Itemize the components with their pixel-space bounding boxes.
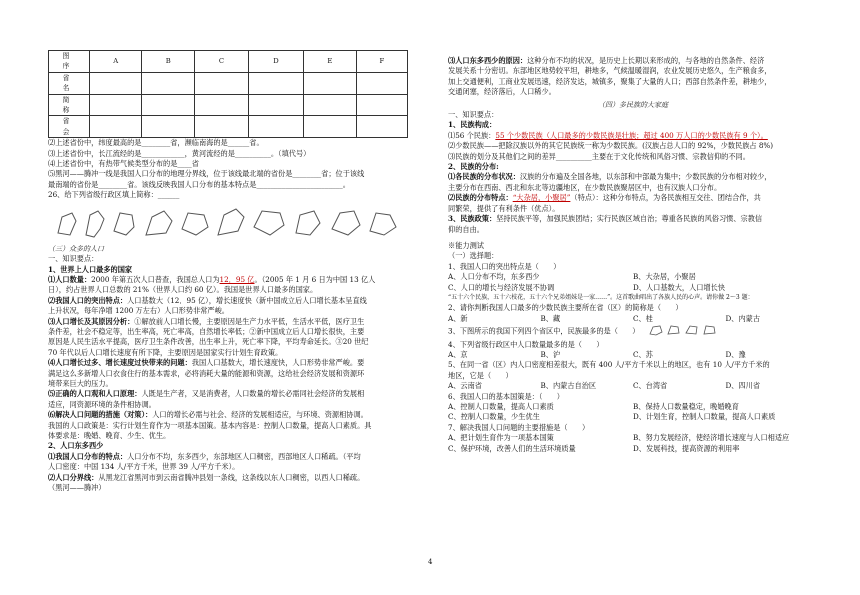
table-cell[interactable]	[304, 72, 357, 94]
point-text: ⑵少数民族——把除汉族以外的其它民族统一称为少数民族。(汉族占总人口的 92%，少数民族占 8%)	[448, 141, 774, 151]
question-2: 2、请你判断我国人口最多的少数民族主要所在省（区）的简称是（ ）	[448, 303, 683, 313]
province-table	[48, 50, 408, 138]
point-text: 我国的人口政策是：实行计划生育作为一项基本国策。基本内容是：控制人口数量，提高人口素质。具	[48, 420, 372, 430]
table-cell[interactable]	[248, 116, 303, 138]
option[interactable]: B、大杂居，小聚居	[633, 272, 696, 282]
knowledge-heading: 一、知识要点：	[48, 254, 99, 264]
point-text: 适应，同资源环境的条件相协调。	[48, 399, 156, 409]
point-label: ⑵我国人口的突出特点：	[48, 295, 128, 305]
point-text: （特点）：这种分布特点，为各民族相互交往、团结合作，共	[570, 193, 761, 203]
table-cell[interactable]	[90, 94, 142, 116]
option[interactable]: D、计划生育，控制人口数量，提高人口素质	[633, 412, 776, 422]
point-text: 这种分布不均的状况，是历史上长期以来形成的，与各地的自然条件、经济	[527, 56, 765, 65]
options-row	[448, 444, 818, 454]
point-text: 主要分布在西南、西北和东北等边疆地区，在少数民族聚居区中，也有汉族人口分布。	[448, 182, 722, 192]
point-text: 坚持民族平等，加强民族团结；实行民族区域自治；尊重各民族的风俗习惯、宗教信	[496, 214, 763, 224]
left-column	[48, 50, 413, 493]
table-cell[interactable]	[248, 94, 303, 116]
point-text: 条件差，社会不稳定等，出生率高，死亡率高，自然增长率低；②新中国成立后人口增长很快，主要	[48, 326, 365, 336]
point-text: 上升状况，每年净增 1200 万左右）人口形势非常严峻。	[48, 306, 229, 316]
point-label: ⑶人口增长及其原因分析：	[48, 316, 135, 326]
table-cell[interactable]	[356, 72, 407, 94]
option[interactable]: A、人口分布不均，东多西少	[448, 272, 540, 282]
table-row	[49, 94, 408, 116]
table-cell[interactable]	[356, 116, 407, 138]
point-label: 3、民族政策：	[448, 214, 497, 224]
province-outlines-image	[48, 205, 408, 241]
point-text: 70 年代以后人口增长速度有所下降，主要原因是国家实行计划生育政策。	[48, 347, 283, 357]
knowledge-heading: 一、知识要点：	[448, 110, 499, 120]
highlight-text: 55 个少数民族（人口最多的少数民族是壮族；超过 400 万人口的少数民族有 9 个）。	[495, 130, 768, 140]
option[interactable]: D、四川省	[725, 381, 761, 391]
options-row	[448, 314, 818, 324]
options-row	[448, 433, 818, 443]
question-line: ⑶上述省份中，长江流经的是____________，黄河流经的是__________。（填代号）	[48, 148, 311, 158]
table-cell[interactable]	[142, 72, 195, 94]
point-text: 日），约占世界人口总数的 21%（世界人口约 60 亿）。我国是世界人口最多的国家。	[48, 285, 318, 295]
option[interactable]: C、保护环境，改善人们的生活环境质量	[448, 443, 576, 453]
right-column	[448, 56, 818, 454]
options-row	[448, 402, 818, 412]
question-5: 5、在同一省（区）内人口密度相差很大，既有 400 人/平方千米以上的地区，也有 10 人/平方千米的	[448, 360, 770, 370]
options-row	[448, 381, 818, 391]
poem-note: “五十六个民族，五十六枝花，五十六个兄弟姐妹是一家……”。这首歌曲唱出了各族人民的心声。请你做 2～3 题：	[448, 293, 754, 301]
question-line: ⑵上述省份中，纬度最高的是________省，濒临南海的是______省。	[48, 138, 264, 148]
point-text: 原因是人民生活水平提高，医疗卫生条件改善，出生率上升，死亡率下降，平均寿命延长。③20 世纪	[48, 337, 369, 347]
point-text: 我国人口基数大，增长速度快，人口形势非常严峻。要	[191, 358, 365, 368]
table-header-cell: A	[90, 51, 142, 73]
option[interactable]: C、人口的增长与经济发展不协调	[448, 282, 555, 292]
point-label: ⑶人口东多西少的原因：	[448, 56, 528, 65]
table-header-cell: E	[304, 51, 357, 73]
question-line: ⑸黑河——腾冲一线是我国人口分布的地理分界线，位于该线最北端的省份是________省；位于该线	[48, 169, 365, 179]
point-label: ⑹解决人口问题的措施（对策）：	[48, 410, 153, 420]
subheading: 2、民族的分布:	[448, 162, 499, 172]
section-title: （三）众多的人口	[48, 244, 104, 253]
table-cell[interactable]	[142, 116, 195, 138]
choice-title: （一）选择题：	[448, 251, 499, 261]
ability-title: ※能力测试	[448, 240, 484, 250]
table-row-label: 省 名	[49, 72, 90, 94]
point-text: 加上交通便利，工商业发展迅速，经济发达，城镇多，聚集了大量的人口；西部自然条件差，耕地少，	[448, 76, 772, 86]
table-cell[interactable]	[90, 116, 142, 138]
option[interactable]: B、藏	[540, 313, 561, 323]
option[interactable]: B、沪	[540, 349, 561, 359]
options-row	[448, 283, 818, 293]
table-header-row	[49, 51, 408, 73]
table-row-label: 省 会	[49, 116, 90, 138]
options-row	[448, 272, 818, 282]
table-row	[49, 72, 408, 94]
table-cell[interactable]	[142, 94, 195, 116]
point-text: 人口分布不均，东多西少，东部地区人口稠密，西部地区人口稀疏。（平均	[127, 451, 361, 461]
option[interactable]: D、内蒙古	[725, 313, 761, 323]
question-line: ⑷上述省份中，有热带气候类型分布的是____省	[48, 159, 199, 169]
point-text: 人口密度：中国 134 人/平方千米，世界 39 人/平方千米）。	[48, 462, 240, 472]
table-cell[interactable]	[248, 72, 303, 94]
highlight-text: “大杂居，小聚居”	[512, 193, 571, 203]
question-5-cont: 地区，它是（ ）	[448, 370, 513, 380]
option[interactable]: A、京	[448, 349, 468, 359]
option[interactable]: C、苏	[633, 349, 653, 359]
subheading: 1、民族构成：	[448, 120, 497, 130]
table-cell[interactable]	[356, 94, 407, 116]
point-text: 满足这么多新增人口衣食住行的基本需求，必将消耗大量的能源和资源，这给社会经济发展和资源环	[48, 368, 365, 378]
section-title: （四）多民族的大家庭	[598, 100, 668, 109]
question-line: 26、给下列省级行政区填上简称：______	[48, 190, 180, 200]
page-number: 4	[428, 558, 433, 566]
table-header-cell: F	[356, 51, 407, 73]
table-header-cell: B	[142, 51, 195, 73]
option[interactable]: B、保持人口数量稳定，晚婚晚育	[633, 402, 739, 411]
point-text: ①解放前人口增长慢，主要原因是生产力水平低，生活水平低，医疗卫生	[134, 316, 365, 326]
question-6: 6、我国人口的基本国策是：（ ）	[448, 391, 564, 401]
table-header-cell: D	[248, 51, 303, 73]
table-header-cell: 图 序	[49, 51, 90, 73]
point-label: ⑵人口分界线：	[48, 472, 99, 482]
point-text: 同繁荣，提供了有利条件（优点）。	[448, 203, 560, 213]
option[interactable]: B、内蒙古自治区	[540, 381, 597, 391]
option[interactable]: A、新	[448, 313, 468, 323]
option[interactable]: C、控制人口数量，少生优生	[448, 412, 540, 422]
question-4: 4、下列省级行政区中人口数量最多的是（ ）	[448, 339, 604, 349]
point-text: 境带来巨大的压力。	[48, 378, 113, 388]
table-cell[interactable]	[195, 94, 249, 116]
point-text: 人口基数大（12．95 亿），增长速度快（新中国成立后人口增长基本呈直线	[127, 295, 367, 305]
option[interactable]: D、人口基数大，人口增长快	[633, 282, 726, 292]
province-outline-maps	[48, 205, 413, 241]
option[interactable]: A、云南省	[448, 381, 482, 391]
table-cell[interactable]	[304, 116, 357, 138]
point-text: 从黑龙江省黑河市到云南省腾冲县划一条线，这条线以东人口稠密，以西人口稀疏。	[98, 472, 365, 482]
option[interactable]: C、台湾省	[633, 381, 668, 391]
point-text: 交通闭塞，经济落后，人口稀少。	[448, 87, 556, 97]
table-cell[interactable]	[90, 72, 142, 94]
point-text: 人既是生产者，又是消费者，人口数量的增长必需同社会经济的发展相	[141, 389, 365, 399]
point-label: ⑴各民族的分布状况：	[448, 172, 520, 182]
option[interactable]: C、桂	[633, 313, 653, 323]
option[interactable]: D、豫	[725, 349, 746, 359]
province-outline-thumbnails	[648, 324, 718, 339]
point-text: （黑河——腾冲）	[48, 483, 106, 493]
question-line: 最南端的省份是________省。该线反映我国人口分布的基本特点是________________________。	[48, 179, 350, 189]
highlight-text: 12．95 亿	[219, 274, 255, 284]
point-label: ⑴56 个民族：	[448, 130, 496, 140]
options-row	[448, 350, 818, 360]
option[interactable]: A、控制人口数量，提高人口素质	[448, 402, 554, 411]
point-text: 。（2005 年 1 月 6 日为中国 13 亿人	[254, 274, 376, 284]
table-cell[interactable]	[195, 72, 249, 94]
option[interactable]: D、发展科技，提高资源的利用率	[633, 443, 740, 453]
province-thumbnails-image	[648, 324, 718, 336]
point-text: 汉族的分布遍及全国各地，以东部和中部最为集中；少数民族的分布相对较少，	[519, 172, 772, 182]
point-text: 2000 年第五次人口普查，我国总人口为	[91, 274, 220, 284]
point-label: ⑸正确的人口观和人口原理：	[48, 389, 142, 399]
table-cell[interactable]	[195, 116, 249, 138]
question-3: 3、下图所示的我国下列四个省区中，民族最多的是（ ）	[448, 326, 640, 336]
point-text: 发展关系十分密切。东部地区地势较平坦，耕地多，气候温暖湿润，农业发展历史悠久，生产粮食多，	[448, 66, 772, 76]
options-row	[448, 412, 818, 422]
table-cell[interactable]	[304, 94, 357, 116]
option[interactable]: B、努力发展经济，使经济增长速度与人口相适应	[633, 433, 790, 443]
question-1: 1、我国人口的突出特点是（ ）	[448, 261, 561, 271]
subheading: 1、世界上人口最多的国家	[48, 264, 133, 274]
point-label: ⑴我国人口分布的特点：	[48, 451, 128, 461]
point-text: 仰的自由。	[448, 224, 484, 234]
table-header-cell: C	[195, 51, 249, 73]
point-label: ⑵民族的分布特点：	[448, 193, 513, 203]
point-text: 体要求是：晚婚、晚育、少生、优生。	[48, 431, 171, 440]
table-row	[49, 116, 408, 138]
table-row-label: 简 称	[49, 94, 90, 116]
point-label: ⑷人口增长过多、增长速度过快带来的问题：	[48, 358, 192, 368]
point-text: 人口的增长必需与社会、经济的发展相适应，与环境、资源相协调。	[152, 410, 368, 420]
point-label: ⑴人口数量：	[48, 274, 92, 284]
option[interactable]: A、把计划生育作为一项基本国策	[448, 433, 554, 443]
point-text: ⑶民族的划分及其他们之间的差异__________主要在于文化传统和风俗习惯、宗教信仰的不同。	[448, 151, 750, 161]
question-7: 7、解决我国人口问题的主要措施是（ ）	[448, 422, 590, 432]
subheading: 2、人口东多西少	[48, 441, 104, 451]
